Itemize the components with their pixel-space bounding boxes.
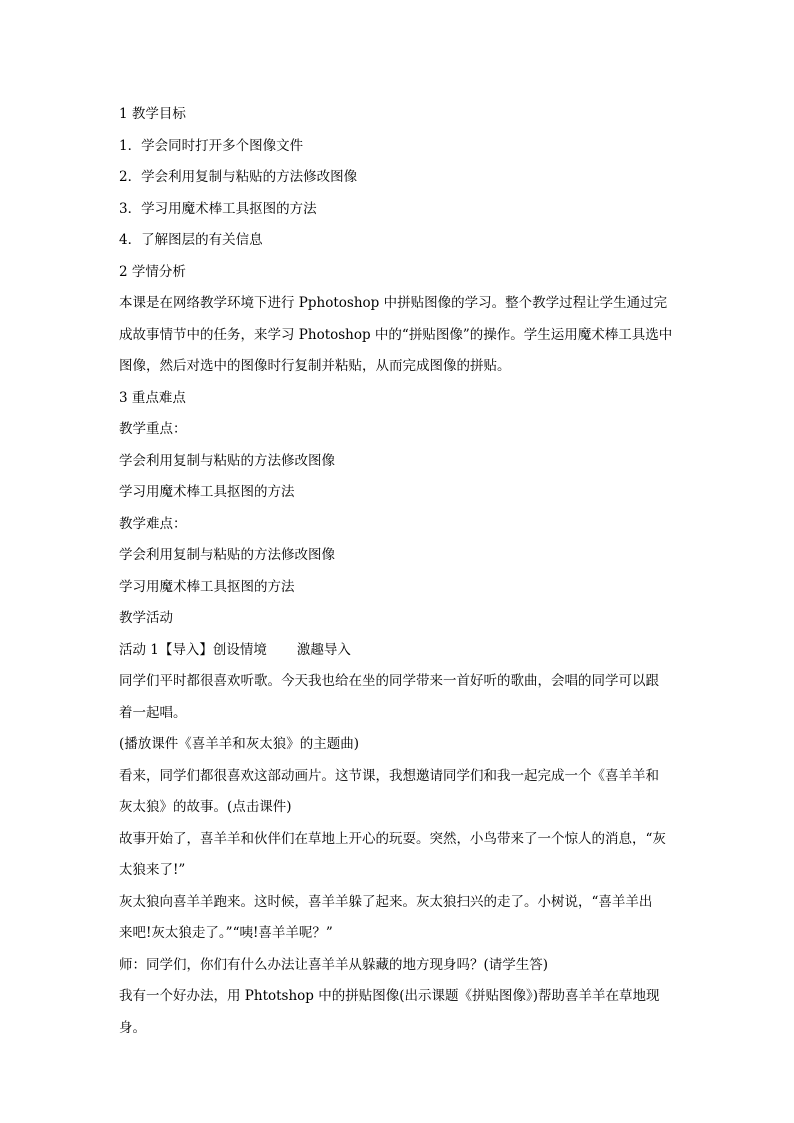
- key-point-item: 学习用魔术棒工具抠图的方法: [119, 484, 295, 500]
- activity-text-line: 太狼来了!”: [119, 862, 186, 878]
- goal-item-4: 4．了解图层的有关信息: [119, 232, 263, 248]
- activity-text-line: 灰太狼向喜羊羊跑来。这时候，喜羊羊躲了起来。灰太狼扫兴的走了。小树说，“喜羊羊出: [119, 893, 653, 910]
- section-heading-teaching-goals: 1 教学目标: [119, 106, 186, 122]
- activity-text-line: 故事开始了，喜羊羊和伙伴们在草地上开心的玩耍。突然，小鸟带来了一个惊人的消息，“灰: [119, 830, 666, 847]
- analysis-text-line: 本课是在网络教学环境下进行 Pphotoshop 中拼贴图像的学习。整个教学过程让学生通过完: [119, 295, 668, 311]
- activity-text-line: 师：同学们，你们有什么办法让喜羊羊从躲藏的地方现身吗？(请学生答): [119, 956, 549, 973]
- activity-text-line: 我有一个好办法，用 Phtotshop 中的拼贴图像(出示课题《拼贴图像》)帮助喜羊羊在草地现: [119, 988, 660, 1004]
- activity-text-line: 身。: [119, 1019, 146, 1036]
- section-heading-key-points: 3 重点难点: [119, 389, 186, 406]
- section-heading-activities: 教学活动: [119, 610, 173, 626]
- activity-text-line: (播放课件《喜羊羊和灰太狼》的主题曲): [119, 736, 360, 752]
- activity-1-title: 活动 1【导入】创设情境: [119, 641, 267, 658]
- difficult-points-label: 教学难点：: [119, 515, 187, 532]
- activity-text-line: 看来，同学们都很喜欢这部动画片。这节课，我想邀请同学们和我一起完成一个《喜羊羊和: [119, 767, 659, 784]
- difficult-point-item: 学习用魔术棒工具抠图的方法: [119, 578, 295, 595]
- goal-item-3: 3．学习用魔术棒工具抠图的方法: [119, 200, 317, 217]
- analysis-text-line: 成故事情节中的任务，来学习 Photoshop 中的“拼贴图像”的操作。学生运用魔术棒工具选中: [119, 326, 673, 343]
- section-heading-student-analysis: 2 学情分析: [119, 263, 186, 280]
- activity-text-line: 同学们平时都很喜欢听歌。今天我也给在坐的同学带来一首好听的歌曲，会唱的同学可以跟: [119, 673, 659, 689]
- activity-1-subtitle: 激趣导入: [296, 641, 351, 658]
- document-body: [119, 99, 681, 1044]
- activity-text-line: 灰太狼》的故事。(点击课件): [119, 799, 292, 815]
- activity-text-line: 来吧!灰太狼走了。”“咦!喜羊羊呢？”: [119, 925, 333, 941]
- goal-item-2: 2．学会利用复制与粘贴的方法修改图像: [119, 169, 358, 185]
- analysis-text-line: 图像，然后对选中的图像时行复制并粘贴，从而完成图像的拼贴。: [119, 358, 511, 374]
- difficult-point-item: 学会利用复制与粘贴的方法修改图像: [119, 547, 335, 563]
- activity-text-line: 着一起唱。: [119, 704, 187, 721]
- key-point-item: 学会利用复制与粘贴的方法修改图像: [119, 452, 335, 469]
- goal-item-1: 1．学会同时打开多个图像文件: [119, 137, 304, 154]
- key-points-label: 教学重点：: [119, 421, 187, 437]
- activity-1-heading: [119, 635, 681, 667]
